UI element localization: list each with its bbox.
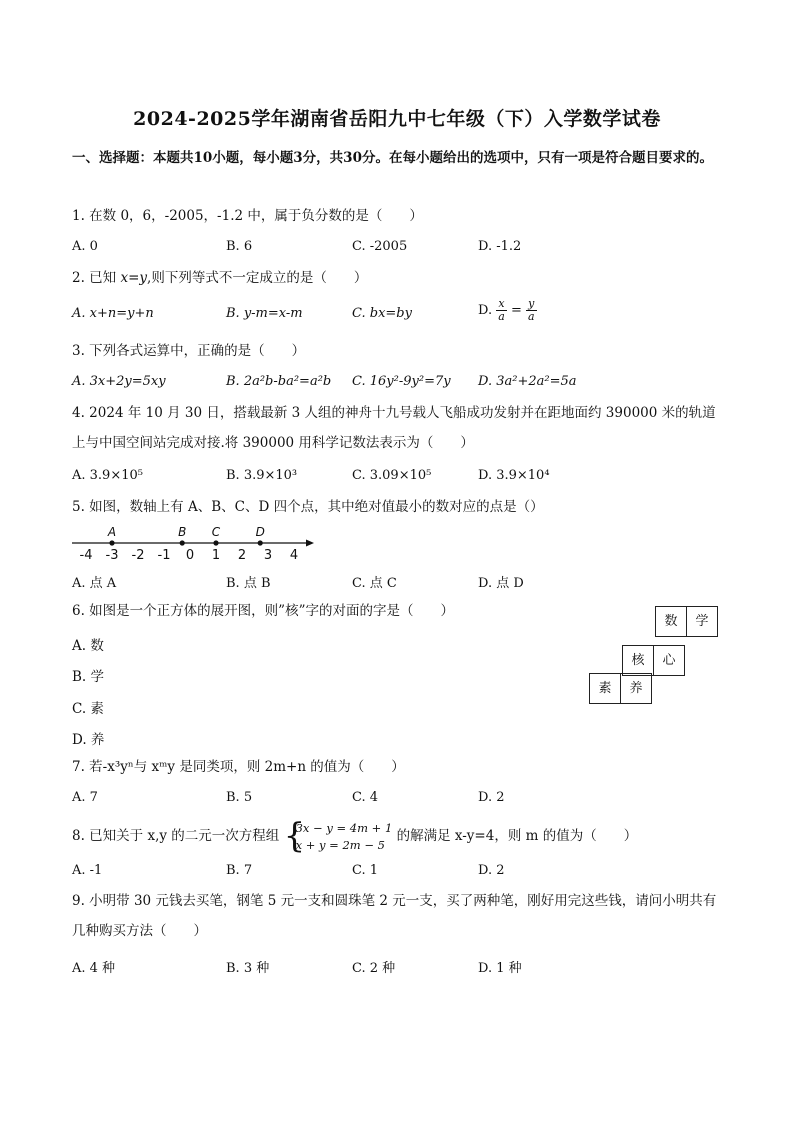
question-1-options: [72, 239, 722, 261]
option-a: A. 数: [72, 638, 104, 654]
tick-label: 1: [211, 548, 221, 563]
point-a-label: A: [107, 525, 117, 539]
option-a: A. 3x+2y=5xy: [72, 374, 166, 389]
fraction-left: $\frac{x}{a}$: [498, 297, 505, 323]
option-b: B. 点 B: [226, 576, 271, 591]
option-d: D. 3.9×10⁴: [478, 468, 550, 483]
net-cell: 学: [686, 606, 718, 637]
option-d-label: D.: [478, 303, 493, 318]
point-a-dot: [109, 540, 114, 545]
option-d: D. 2: [478, 790, 505, 805]
option-c: C. 点 C: [352, 576, 397, 591]
question-9-options: [72, 957, 722, 979]
question-4-options: [72, 468, 722, 490]
arrow-head-icon: [306, 540, 314, 547]
equals-sign: =: [510, 303, 522, 318]
question-2-options: [72, 297, 722, 334]
point-b-dot: [180, 540, 185, 545]
option-d: D. 2: [478, 863, 505, 878]
option-c: C. bx=by: [352, 306, 412, 321]
net-cell: 数: [655, 606, 687, 637]
option-d: D. -1.2: [478, 239, 522, 254]
point-d-dot: [258, 540, 263, 545]
option-a: A. 0: [72, 239, 98, 254]
equation-system: [283, 815, 393, 856]
option-b: B. 5: [226, 790, 253, 805]
option-d: D. 1 种: [478, 961, 522, 976]
option-c: C. 16y²-9y²=7y: [352, 374, 451, 389]
page-title: 2024-2025学年湖南省岳阳九中七年级（下）入学数学试卷: [133, 108, 661, 130]
option-d: D. 点 D: [478, 576, 524, 591]
equation-2: x + y = 2m − 5: [295, 837, 385, 852]
option-a: A. 点 A: [72, 576, 117, 591]
option-c: C. -2005: [352, 239, 408, 254]
tick-label: -3: [105, 548, 119, 563]
option-a: A. -1: [72, 863, 103, 878]
option-a: A. x+n=y+n: [72, 306, 154, 321]
question-7-stem: 7. 若-x³yⁿ与 xᵐy 是同类项，则 2m+n 的值为（ ）: [72, 759, 405, 775]
question-1-stem: 1. 在数 0，6，-2005，-1.2 中，属于负分数的是（ ）: [72, 208, 423, 224]
equation-1: 3x − y = 4m + 1: [295, 820, 393, 835]
tick-label: -2: [131, 548, 145, 563]
option-b: B. 7: [226, 863, 253, 878]
option-b: B. 6: [226, 239, 253, 254]
tick-label: 0: [185, 548, 195, 563]
stem-prefix: 2. 已知: [72, 270, 121, 286]
question-8-stem: [72, 815, 722, 856]
option-b: B. 3.9×10³: [226, 468, 298, 483]
option-b: B. 2a²b-ba²=a²b: [226, 374, 332, 389]
question-4-stem: 4. 2024 年 10 月 30 日，搭载最新 3 人组的神舟十九号载人飞船成功发射并在距地面约 390000 米的轨道上与中国空间站完成对接.将 390000 用科学记数法表示为（ ）: [72, 405, 716, 451]
option-a: A. 3.9×10⁵: [72, 468, 143, 483]
point-c-label: C: [211, 525, 221, 539]
number-line-figure: [70, 520, 330, 564]
tick-label: -1: [157, 548, 171, 563]
net-cell: 素: [589, 673, 621, 704]
option-c: C. 1: [352, 863, 379, 878]
section-header: 一、选择题：本题共10小题，每小题3分，共30分。在每小题给出的选项中，只有一项是符合题目要求的。: [72, 150, 713, 166]
point-b-label: B: [178, 525, 187, 539]
option-c: C. 3.09×10⁵: [352, 468, 432, 483]
question-6-stem: 6. 如图是一个正方体的展开图，则”核”字的对面的字是（ ）: [72, 603, 454, 619]
option-b: B. 学: [72, 669, 105, 685]
tick-label: 3: [263, 548, 273, 563]
option-a: A. 4 种: [72, 961, 116, 976]
tick-label: 2: [237, 548, 247, 563]
question-3-options: [72, 374, 722, 396]
option-a: A. 7: [72, 790, 98, 805]
net-cell: 心: [653, 645, 685, 676]
net-cell: 养: [620, 673, 652, 704]
net-cell: 核: [622, 645, 654, 676]
option-b: B. y-m=x-m: [226, 306, 303, 321]
option-b: B. 3 种: [226, 961, 270, 976]
point-d-label: D: [255, 525, 265, 539]
option-d: D. 养: [72, 732, 105, 748]
option-c: C. 2 种: [352, 961, 396, 976]
question-8-options: [72, 863, 722, 885]
option-c: C. 4: [352, 790, 379, 805]
stem-suffix: ,则下列等式不一定成立的是（ ）: [147, 270, 368, 286]
question-9-stem: 9. 小明带 30 元钱去买笔，钢笔 5 元一支和圆珠笔 2 元一支，买了两种笔，刚好用完这些钱，请问小明共有几种购买方法（ ）: [72, 893, 717, 939]
question-7-options: [72, 790, 722, 812]
option-d: D. 3a²+2a²=5a: [478, 374, 577, 389]
question-2-stem: [72, 263, 722, 293]
option-d: [478, 298, 537, 323]
stem-math: x=y: [120, 270, 148, 286]
fraction-right: $\frac{y}{a}$: [527, 297, 535, 323]
question-5-options: [72, 572, 722, 594]
tick-label: 4: [289, 548, 299, 563]
left-brace-icon: {: [283, 815, 306, 856]
stem-suffix: 的解满足 x-y=4，则 m 的值为（ ）: [396, 828, 638, 844]
question-5-stem: 5. 如图，数轴上有 A、B、C、D 四个点，其中绝对值最小的数对应的点是（）: [72, 499, 544, 515]
stem-prefix: 8. 已知关于 x,y 的二元一次方程组: [72, 828, 280, 844]
tick-label: -4: [79, 548, 93, 563]
option-c: C. 素: [72, 701, 104, 717]
question-3-stem: 3. 下列各式运算中，正确的是（ ）: [72, 343, 306, 359]
cube-net-figure: [589, 606, 721, 704]
point-c-dot: [213, 540, 218, 545]
